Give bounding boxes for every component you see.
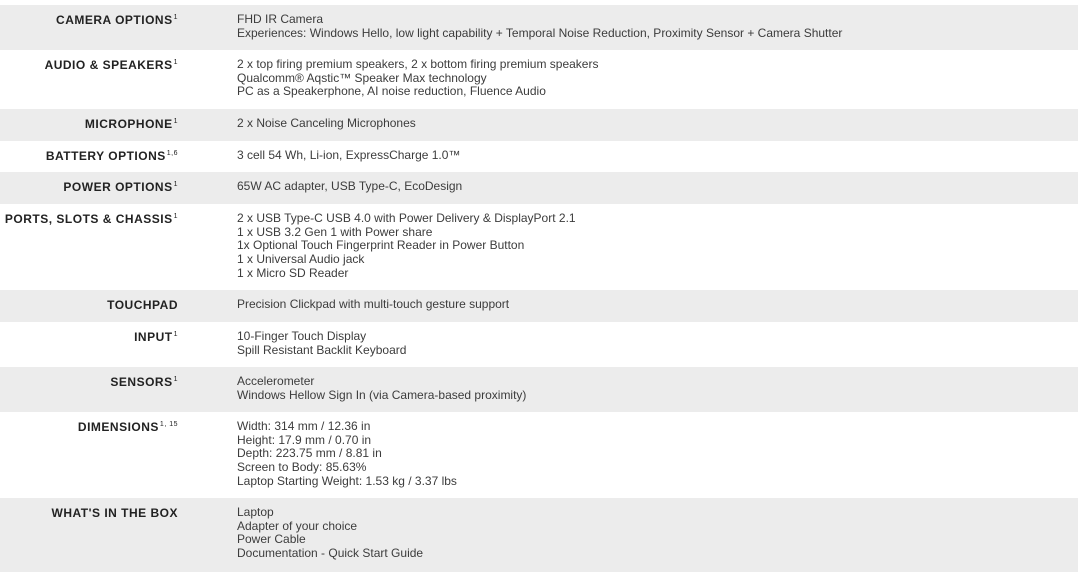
spec-values (237, 330, 406, 357)
spec-label (78, 420, 178, 434)
spec-values (237, 180, 462, 194)
spec-value-line: Windows Hellow Sign In (via Camera-based proximity) (237, 387, 527, 402)
spec-value-line: 2 x top firing premium speakers, 2 x bottom firing premium speakers (237, 57, 599, 71)
spec-label-text: MICROPHONE (84, 117, 173, 131)
spec-row (0, 498, 1078, 572)
spec-values (237, 13, 842, 40)
spec-label (46, 149, 178, 163)
spec-value-line: Height: 17.9 mm / 0.70 in (237, 432, 372, 447)
spec-value-line: Laptop Starting Weight: 1.53 kg / 3.37 lbs (237, 473, 457, 488)
spec-row (0, 412, 1078, 498)
spec-values (237, 149, 460, 163)
spec-values (237, 58, 598, 99)
spec-label-text: POWER OPTIONS (63, 180, 173, 194)
spec-row (0, 5, 1078, 50)
spec-value-line: Depth: 223.75 mm / 8.81 in (237, 446, 382, 461)
spec-value-line: Qualcomm® Aqstic™ Speaker Max technology (237, 70, 487, 85)
footnote-marker: 1 (173, 181, 178, 188)
spec-value-line: 2 x Noise Canceling Microphones (237, 116, 416, 130)
spec-label (110, 375, 178, 389)
spec-row (0, 204, 1078, 290)
spec-label (107, 298, 178, 312)
footnote-marker: 1 (173, 376, 178, 383)
spec-label-text: DIMENSIONS (77, 420, 159, 434)
spec-label (45, 58, 178, 72)
spec-value-line: 10-Finger Touch Display (237, 329, 367, 343)
spec-label-text: TOUCHPAD (107, 298, 178, 312)
spec-label-text: CAMERA OPTIONS (56, 13, 173, 27)
spec-values (237, 375, 526, 402)
spec-values (237, 212, 576, 281)
spec-value-line: 1 x USB 3.2 Gen 1 with Power share (237, 224, 433, 239)
spec-value-line: Precision Clickpad with multi-touch gesture support (237, 297, 510, 311)
spec-value-line: PC as a Speakerphone, AI noise reduction, Fluence Audio (237, 84, 546, 99)
footnote-marker: 1 (173, 331, 178, 338)
footnote-marker: 1 (173, 118, 178, 125)
spec-value-line: Accelerometer (237, 374, 315, 388)
spec-label (5, 212, 178, 226)
spec-label-text: INPUT (134, 330, 173, 344)
spec-row (0, 322, 1078, 367)
spec-value-line: Documentation - Quick Start Guide (237, 546, 424, 561)
spec-row (0, 109, 1078, 141)
spec-label (52, 506, 178, 520)
spec-label-text: SENSORS (110, 375, 173, 389)
spec-value-line: Power Cable (237, 532, 306, 547)
spec-values (237, 420, 457, 489)
spec-value-line: Screen to Body: 85.63% (237, 460, 367, 475)
footnote-marker: 1, 15 (159, 421, 178, 428)
spec-row (0, 50, 1078, 109)
spec-value-line: 1x Optional Touch Fingerprint Reader in Power Button (237, 238, 525, 253)
footnote-marker: 1 (173, 14, 178, 21)
spec-value-line: Laptop (237, 505, 274, 519)
footnote-marker: 1 (173, 213, 178, 220)
spec-value-line: Spill Resistant Backlit Keyboard (237, 342, 407, 357)
spec-values (237, 298, 509, 312)
spec-label-text: AUDIO & SPEAKERS (44, 58, 173, 72)
spec-value-line: FHD IR Camera (237, 12, 324, 26)
spec-label (63, 180, 178, 194)
spec-value-line: Width: 314 mm / 12.36 in (237, 419, 371, 433)
spec-value-line: 2 x USB Type-C USB 4.0 with Power Delivery & DisplayPort 2.1 (237, 211, 576, 225)
spec-value-line: 3 cell 54 Wh, Li-ion, ExpressCharge 1.0™ (237, 148, 461, 162)
footnote-marker: 1 (173, 59, 178, 66)
spec-row (0, 141, 1078, 172)
spec-label-text: BATTERY OPTIONS (45, 149, 166, 163)
spec-label (85, 117, 178, 131)
spec-value-line: Experiences: Windows Hello, low light capability + Temporal Noise Reduction, Proximity Sensor + Camera Shutter (237, 25, 843, 40)
spec-values (237, 117, 416, 131)
footnote-marker: 1,6 (166, 150, 178, 157)
spec-values (237, 506, 423, 561)
spec-label (56, 13, 178, 27)
spec-label-text: WHAT'S IN THE BOX (51, 506, 178, 520)
spec-value-line: Adapter of your choice (237, 518, 358, 533)
spec-row (0, 367, 1078, 412)
spec-value-line: 65W AC adapter, USB Type-C, EcoDesign (237, 179, 463, 193)
spec-value-line: 1 x Universal Audio jack (237, 252, 365, 267)
spec-row (0, 290, 1078, 322)
spec-label (134, 330, 178, 344)
spec-value-line: 1 x Micro SD Reader (237, 265, 349, 280)
spec-row (0, 172, 1078, 204)
spec-label-text: PORTS, SLOTS & CHASSIS (4, 212, 173, 226)
